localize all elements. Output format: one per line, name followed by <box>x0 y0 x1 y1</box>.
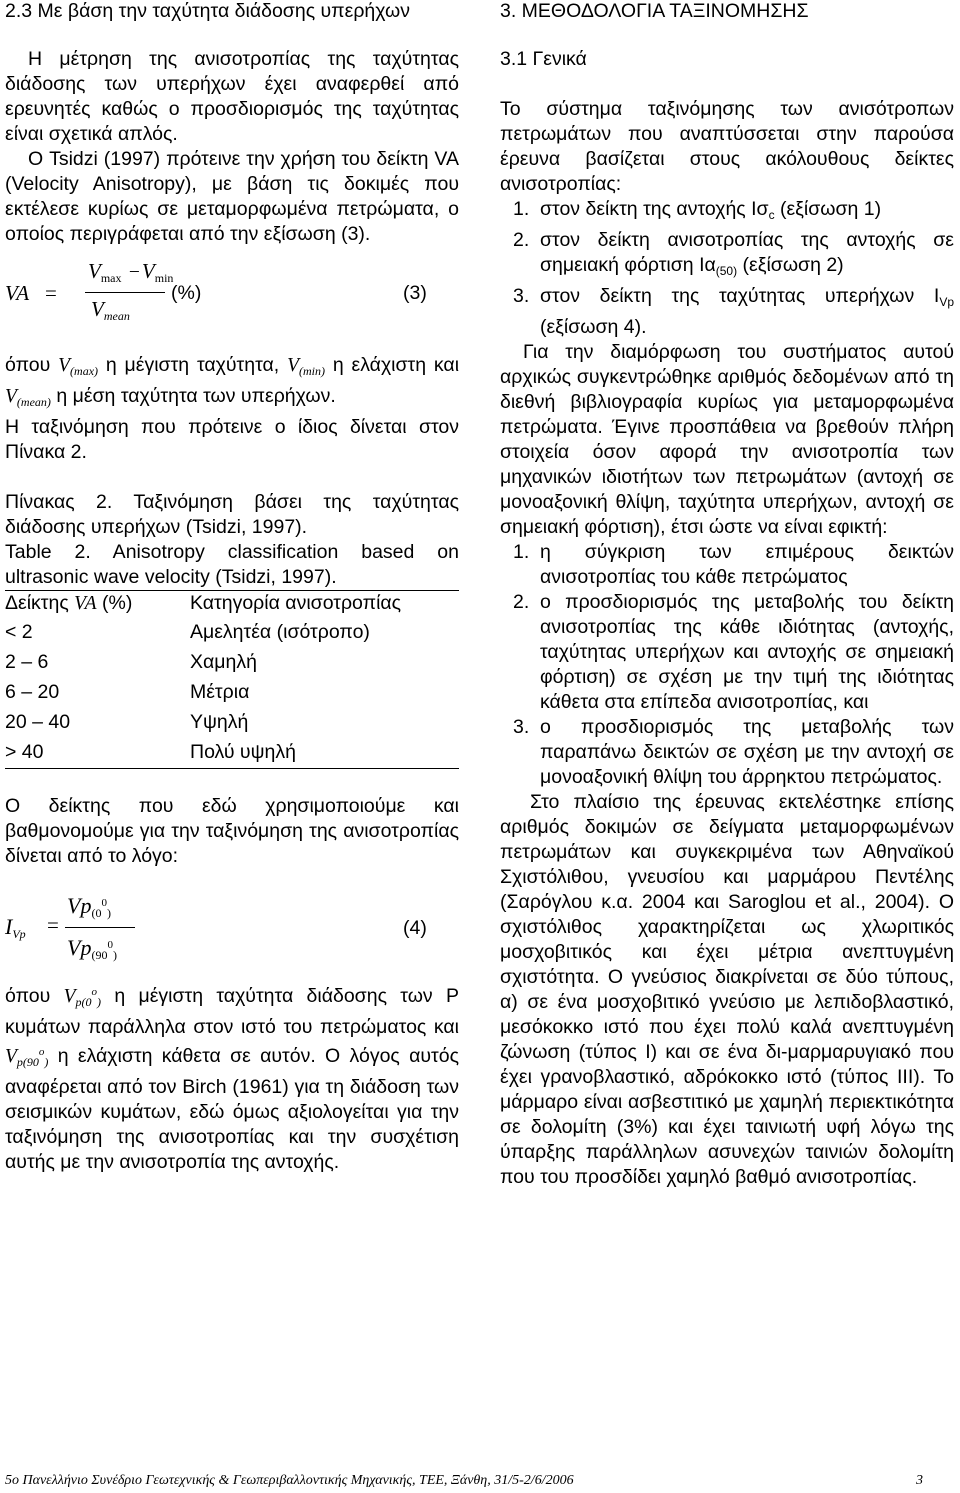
eq3-minus: − <box>128 262 140 283</box>
table-cell-category: Υψηλή <box>190 710 249 733</box>
list-item: 1. η σύγκριση των επιμέρους δεικτών ανισοτροπίας του κάθε πετρώματος <box>513 541 954 588</box>
paragraph-table-reference: Η ταξινόμηση που πρότεινε ο ίδιος δίνεται στον Πίνακα 2. <box>5 416 459 463</box>
eq3-den-v: V <box>91 297 104 321</box>
eq4-lhs: $I_{Vp}$ <box>5 914 26 941</box>
eq4-equals: = <box>47 913 59 937</box>
left-column <box>5 0 459 1175</box>
eq4-numerator: $Vp_{(0}^0_)$ <box>67 893 111 920</box>
paragraph-system-intro: Το σύστημα ταξινόμησης των ανισότροπων πετρωμάτων που αναπτύσσεται στην παρούσα έρευνα βασίζεται στους ακόλουθους δείκτες ανισοτροπίας: <box>500 98 954 195</box>
eq3-lhs: VA <box>5 281 30 305</box>
table-row <box>5 617 459 647</box>
paragraph-where-eq4: όπου $V_{p(0}^o_)$ η μέγιστη ταχύτητα διάδοσης των P κυμάτων παράλληλα στον ιστό του πετρώματος και $V_{p(90}^o_)$ η ελάχιστη κάθετα σε αυτόν. Ο λόγος αυτός αναφέρεται από τον Birch (1961) για τη διάδοση των σεισμικών κυμάτων, εδώ όμως αξιολογείται για την ταξινόμηση της ανισοτροπίας και την συσχέτιση αυτής με την ανισοτροπία της αντοχής. <box>5 985 460 1173</box>
list-item: 3. στον δείκτη της ταχύτητας υπερήχων $I_{Vp}$ (εξίσωση 4). <box>513 285 954 338</box>
table-row <box>5 647 459 677</box>
eq3-den-sub-mean: mean <box>103 309 130 323</box>
table-cell-category: Πολύ υψηλή <box>190 740 296 763</box>
table-header-category: Κατηγορία ανισοτροπίας <box>190 592 402 614</box>
eq4-number: (4) <box>403 917 427 939</box>
section-heading-3: 3. ΜΕΘΟΔΟΛΟΓΙΑ ΤΑΞΙΝΟΜΗΣΗΣ <box>500 0 809 22</box>
footer-conference: 5ο Πανελλήνιο Συνέδριο Γεωτεχνικής & Γεωπεριβαλλοντικής Μηχανικής, ΤΕΕ, Ξάνθη, 31/5-2/6/2006 <box>5 1473 574 1488</box>
table-cell-range: 20 – 40 <box>5 710 71 733</box>
table-row <box>5 737 459 767</box>
eq3-num-v2: V <box>141 259 155 283</box>
eq3-denominator <box>91 297 130 329</box>
paragraph-where-eq3: όπου $V_{(max)}$ η μέγιστη ταχύτητα, $V_{(min)}$ η ελάχιστη και $V_{(mean)}$ η μέση ταχύτητα των υπερήχων. <box>5 354 460 409</box>
table-2-caption-english: Table 2. Anisotropy classification based on ultrasonic wave velocity (Tsidzi, 1997). <box>5 541 459 588</box>
table-row <box>5 677 459 707</box>
table-cell-range: < 2 <box>5 620 33 643</box>
table-cell-category: Μέτρια <box>190 680 250 703</box>
table-2 <box>5 590 459 767</box>
eq3-unit: (%) <box>171 282 202 304</box>
table-header-row <box>5 590 459 617</box>
eq3-numerator <box>88 259 173 291</box>
page-footer <box>5 1468 955 1493</box>
right-column <box>500 0 954 1190</box>
eq3-equals: = <box>45 281 57 305</box>
table-header-va: Δείκτης VA (%) <box>5 592 133 614</box>
table-row <box>5 707 459 737</box>
eq4-denominator: $Vp_{(90}^0_)$ <box>67 935 117 962</box>
eq4-fraction-bar <box>65 927 135 928</box>
eq3-num-sub-min: min <box>154 271 174 285</box>
list-item: 2. ο προσδιορισμός της μεταβολής του δείκτη ανισοτροπίας της κάθε ιδιότητας (αντοχής, ταχύτητας υπερήχων και αντοχής σε σημειακή φόρτιση) σε σχέση με την τιμή της ιδιότητας κάθετα στα επίπεδα ανισοτροπίας, και <box>513 591 954 713</box>
table-cell-range: > 40 <box>5 740 44 763</box>
paragraph-velocity-intro: Η μέτρηση της ανισοτροπίας της ταχύτητας διάδοσης των υπερήχων έχει αναφερθεί από ερευνητές καθώς ο προσδιορισμός της ταχύτητας είναι σχετικά απλός. <box>5 48 459 145</box>
table-2-caption-greek: Πίνακας 2. Ταξινόμηση βάσει της ταχύτητας διάδοσης υπερήχων (Tsidzi, 1997). <box>5 491 459 538</box>
equation-4 <box>5 884 459 980</box>
table-cell-range: 6 – 20 <box>5 680 60 703</box>
page-number: 3 <box>916 1473 923 1488</box>
list-item: 2. στον δείκτη ανισοτροπίας της αντοχής σε σημειακή φόρτιση $I\alpha_{(50)}$ (εξίσωση 2) <box>513 229 954 278</box>
anisotropy-table <box>5 590 459 767</box>
equation-3 <box>5 259 459 331</box>
table-top-rule <box>5 590 459 591</box>
table-cell-range: 2 – 6 <box>5 650 49 673</box>
list-item: 3. ο προσδιορισμός της μεταβολής των παραπάνω δεικτών σε σχέση με την αντοχή σε μονοαξονική θλίψη του άρρηκτου πετρώματος. <box>513 716 954 788</box>
paragraph-data-collection: Για την διαμόρφωση του συστήματος αυτού αρχικώς συγκεντρώθηκε αριθμός δεδομένων από τη διεθνή βιβλιογραφία κυρίως για μεταμορφωμένα πετρώματα. Έγινε προσπάθεια να βρεθούν πλήρη στοιχεία όσον αφορά την ανισοτροπία των μηχανικών ιδιοτήτων των πετρωμάτων (αντοχή σε μονοαξονική θλίψη, ταχύτητα υπερήχων, αντοχή σε σημειακή φόρτιση), έτσι ώστε να είναι εφικτή: <box>500 341 954 538</box>
list-item: 1. στον δείκτη της αντοχής $I\sigma_c$ (εξίσωση 1) <box>513 198 882 222</box>
paragraph-samples: Στο πλαίσιο της έρευνας εκτελέστηκε επίσης αριθμός δοκιμών σε δείγματα μεταμορφωμένων πετρωμάτων και συγκεκριμένα των Αθηναϊκού Σχιστόλιθου, γνευσίου και μαρμάρου Πεντέλης (Σαρόγλου κ.α. 2004 και Saroglou et al., 2004). Ο σχιστόλιθος χαρακτηρίζεται ως χλωριτικός μοσχοβιτικός και έχει μέτρια ανεπτυγμένη σχιστότητα. Ο γνεύσιος διακρίνεται σε δύο τύπους, α) σε ένα μοσχοβιτικό γνεύσιο με λεπιδοβλαστικό, μεσόκοκκο ιστό που έχει πολύ καλά ανεπτυγμένη ζώνωση (τύπος Ι) και σε ένα δι-μαρμαρυγιακό που έχει γρανοβλαστικό, αδρόκοκκο ιστό (τύπος ΙΙΙ). Το μάρμαρο είναι ασβεστιτικό με χαμηλή περιεκτικότητα σε δολομίτη (3%) και έχει ταινιωτή υφή λόγω της ύπαρξης παράλληλων ασυνεχών ταινιών δολομίτη που του προσδίδει χαμηλό βαθμό ανισοτροπίας. <box>500 791 954 1188</box>
eq3-fraction-bar <box>85 292 165 293</box>
eq3-num-sub-max: max <box>100 271 122 285</box>
table-cell-category: Χαμηλή <box>190 650 257 673</box>
table-bottom-rule <box>5 768 459 769</box>
section-heading-2-3: 2.3 Με βάση την ταχύτητα διάδοσης υπερήχων <box>5 0 410 22</box>
goals-list <box>500 540 954 790</box>
eq3-number: (3) <box>403 282 427 304</box>
paragraph-tsidzi: Ο Tsidzi (1997) πρότεινε την χρήση του δείκτη VA (Velocity Anisotropy), με βάση τις δοκιμές που εκτέλεσε κυρίως σε μεταμορφωμένα πετρώματα, ο οποίος περιγράφεται από την εξίσωση (3). <box>5 148 459 245</box>
indices-list <box>500 197 954 340</box>
eq3-num-v1: V <box>88 259 101 283</box>
subsection-heading-3-1: 3.1 Γενικά <box>500 48 587 70</box>
table-cell-category: Αμελητέα (ισότροπο) <box>190 620 370 643</box>
paragraph-index-intro: Ο δείκτης που εδώ χρησιμοποιούμε και βαθμονομούμε για την ταξινόμηση της ανισοτροπίας δίνεται από το λόγο: <box>5 795 459 867</box>
